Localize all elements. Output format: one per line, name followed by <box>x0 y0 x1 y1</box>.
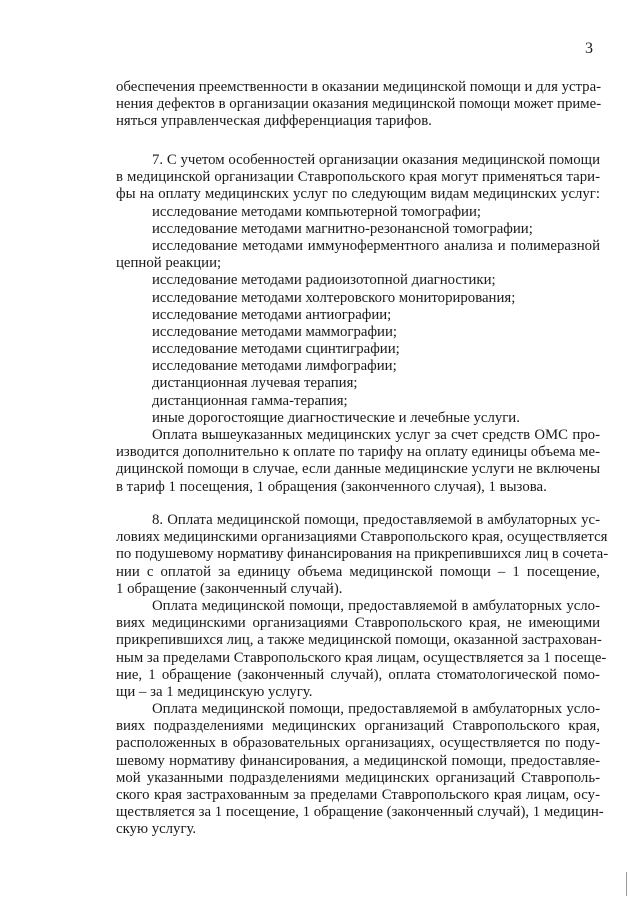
list-item: исследование методами холтеровского мониторирования; <box>152 289 516 306</box>
text-line: ществляется за 1 посещение, 1 обращение (законченный случай), 1 медицин- <box>116 804 604 821</box>
text-line: 1 обращение (законченный случай). <box>116 580 343 597</box>
text-line: изводится дополнительно к оплате по тарифу на оплату единицы объема ме- <box>116 444 600 461</box>
section-8-paragraph-1 <box>116 512 609 598</box>
text-line: фы на оплату медицинских услуг по следующим видам медицинских услуг: <box>116 186 600 203</box>
text-line: расположенных в образовательных организациях, осуществляется по поду- <box>116 735 600 752</box>
section-7 <box>116 152 600 496</box>
text-line: Оплата вышеуказанных медицинских услуг за счет средств ОМС про- <box>152 427 600 443</box>
text-line: виях подразделениями медицинских организаций Ставропольского края, <box>116 718 600 735</box>
text-line: Оплата медицинской помощи, предоставляемой в амбулаторных усло- <box>152 597 600 614</box>
section-8-heading-line: 8. Оплата медицинской помощи, предоставляемой в амбулаторных ус- <box>152 512 600 528</box>
text-line: в медицинской организации Ставропольского края могут применяться тари- <box>116 169 600 186</box>
section-8-paragraph-2 <box>116 597 607 701</box>
document-body <box>116 0 609 905</box>
payment-paragraph <box>116 427 600 496</box>
list-item: исследование методами магнитно-резонансной томографии; <box>152 220 533 237</box>
list-item: исследование методами лимфографии; <box>152 358 397 375</box>
list-item: исследование методами радиоизотопной диагностики; <box>152 272 496 289</box>
text-line: прикрепившихся лиц, а также медицинской помощи, оказанной застрахован- <box>116 632 602 649</box>
text-line: скую услугу. <box>116 821 197 838</box>
text-line: ние, 1 обращение (законченный случай), оплата стоматологической помо- <box>116 666 600 683</box>
page-number: 3 <box>585 40 593 57</box>
section-8 <box>116 512 609 839</box>
list-item: исследование методами маммографии; <box>152 323 397 340</box>
list-item: исследование методами сцинтиграфии; <box>152 341 400 358</box>
text-line: ловиях медицинскими организациями Ставропольского края, осуществляется <box>116 529 608 546</box>
text-line: ным за пределами Ставропольского края лицам, осуществляется за 1 посеще- <box>116 649 607 666</box>
text-line: виях медицинскими организациями Ставропольского края, не имеющими <box>116 615 600 632</box>
section-7-heading-line: 7. С учетом особенностей организации оказания медицинской помощи <box>152 152 600 168</box>
text-line: мой указанными подразделениями медицинских организаций Ставрополь- <box>116 769 600 786</box>
text-line: по подушевому нормативу финансирования на прикрепившихся лиц в сочета- <box>116 546 609 563</box>
list-item: иные дорогостоящие диагностические и лечебные услуги. <box>152 409 520 426</box>
list-item: исследование методами компьютерной томографии; <box>152 203 481 220</box>
text-line: нения дефектов в организации оказания медицинской помощи может приме- <box>116 96 602 113</box>
text-line: в тариф 1 посещения, 1 обращения (законченного случая), 1 вызова. <box>116 478 547 495</box>
text-line: щи – за 1 медицинскую услугу. <box>116 683 313 700</box>
scan-edge-mark <box>626 872 627 896</box>
services-list <box>116 204 600 427</box>
list-item: исследование методами антиографии; <box>152 306 392 323</box>
list-item: дистанционная лучевая терапия; <box>152 375 358 392</box>
text-line: обеспечения преемственности в оказании медицинской помощи и для устра- <box>116 79 602 95</box>
list-item: исследование методами иммуноферментного анализа и полимеразной <box>152 237 600 254</box>
section-8-paragraph-3 <box>116 701 604 839</box>
text-line: Оплата медицинской помощи, предоставляемой в амбулаторных усло- <box>152 701 600 718</box>
list-item: дистанционная гамма-терапия; <box>152 392 348 409</box>
text-line: ского края застрахованным за пределами Ставропольского края лицам, осу- <box>116 787 600 803</box>
list-item-continuation: цепной реакции; <box>116 255 222 272</box>
text-line: дицинской помощи в случае, если данные медицинские услуги не включены <box>116 461 601 478</box>
text-line: няться управленческая дифференциация тарифов. <box>116 113 432 130</box>
paragraph-intro <box>116 79 600 131</box>
text-line: нии с оплатой за единицу объема медицинской помощи – 1 посещение, <box>116 563 600 580</box>
text-line: шевому нормативу финансирования, а медицинской помощи, предоставляе- <box>116 752 600 769</box>
